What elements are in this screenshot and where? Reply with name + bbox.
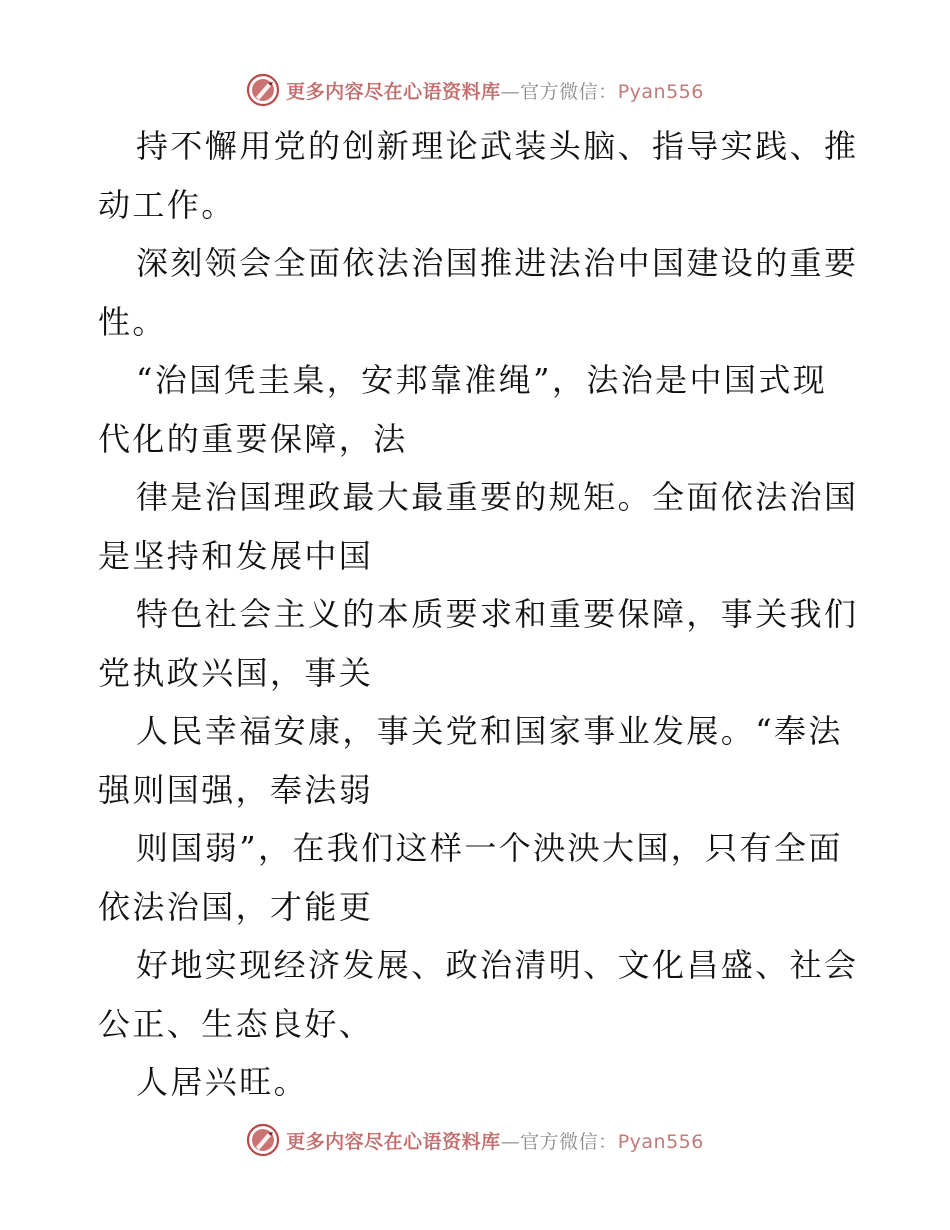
text-line: 深刻领会全面依法治国推进法治中国建设的重要 xyxy=(136,244,859,282)
text-line: 则国弱”，在我们这样一个泱泱大国，只有全面 xyxy=(136,829,843,867)
watermark-group xyxy=(246,73,704,107)
watermark-wechat: Pyan556 xyxy=(617,80,704,103)
text-line: 性。 xyxy=(98,302,167,341)
text-line: 持不懈用党的创新理论武装头脑、指导实践、推 xyxy=(136,127,859,165)
watermark-text xyxy=(286,77,704,104)
header-watermark xyxy=(0,70,950,110)
text-line: 强则国强，奉法弱 xyxy=(98,770,374,809)
text-line: 律是治国理政最大最重要的规矩。全面依法治国 xyxy=(136,478,859,516)
watermark-site: 更多内容尽在心语资料库 xyxy=(286,80,501,103)
pen-logo-icon xyxy=(246,1123,280,1157)
watermark-dash: — xyxy=(500,80,521,103)
footer-watermark xyxy=(0,1120,950,1160)
text-line: 人居兴旺。 xyxy=(136,1063,309,1101)
watermark-group xyxy=(246,1123,704,1157)
text-line: 是坚持和发展中国 xyxy=(98,536,374,575)
text-line: 公正、生态良好、 xyxy=(98,1004,374,1043)
text-line: 好地实现经济发展、政治清明、文化昌盛、社会 xyxy=(136,946,859,984)
watermark-text xyxy=(286,1127,704,1154)
text-line: 特色社会主义的本质要求和重要保障，事关我们 xyxy=(136,595,859,633)
watermark-dash: — xyxy=(500,1130,521,1153)
pen-logo-icon xyxy=(246,73,280,107)
text-line: 依法治国，才能更 xyxy=(98,887,374,926)
text-line: 动工作。 xyxy=(98,185,236,224)
watermark-wechat: Pyan556 xyxy=(617,1130,704,1153)
text-line: 党执政兴国，事关 xyxy=(98,653,374,692)
text-line: 人民幸福安康，事关党和国家事业发展。“奉法 xyxy=(136,712,843,750)
text-line: “治国凭圭臬，安邦靠准绳”，法治是中国式现 xyxy=(136,361,828,399)
watermark-label: 官方微信： xyxy=(520,80,618,103)
watermark-site: 更多内容尽在心语资料库 xyxy=(286,1130,501,1153)
watermark-label: 官方微信： xyxy=(520,1130,618,1153)
document-body xyxy=(98,117,858,1112)
text-line: 代化的重要保障，法 xyxy=(98,419,408,458)
